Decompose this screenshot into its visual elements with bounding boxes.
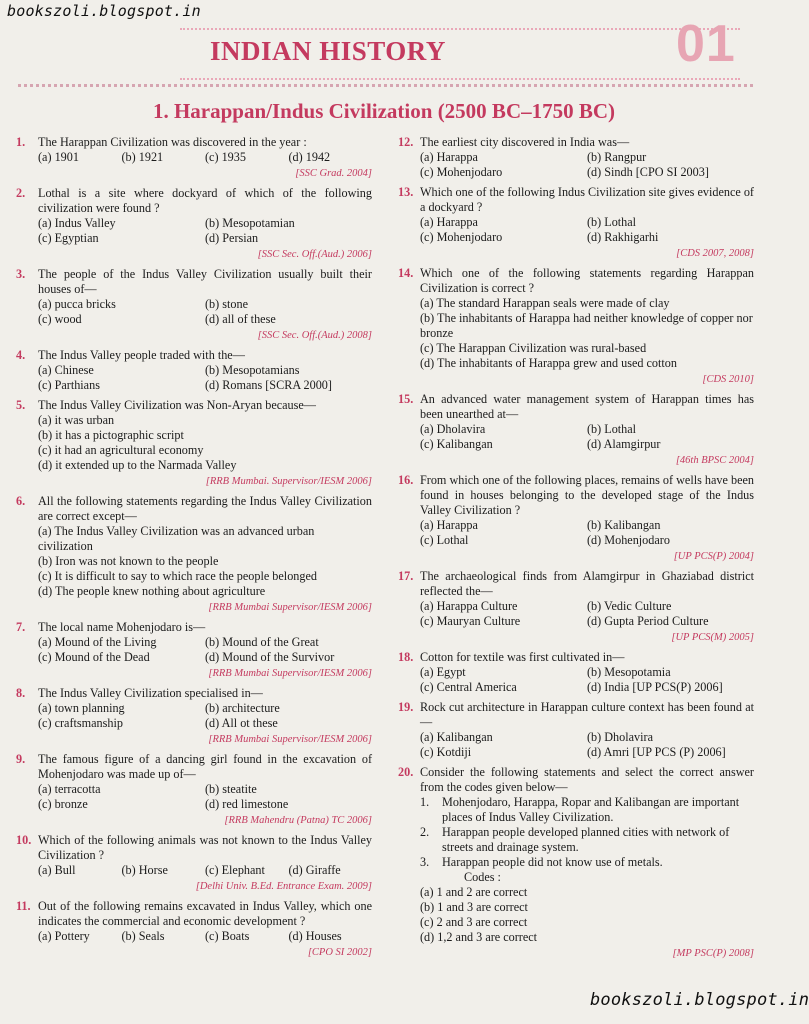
option: (b) Lothal: [587, 215, 637, 229]
question-head: [398, 392, 754, 422]
option: (d) 1942: [288, 150, 331, 164]
option: (b) Dholavira: [587, 730, 653, 744]
option-row: [38, 231, 372, 246]
question-7: [16, 620, 372, 681]
statement-text: Harappan people did not know use of metals.: [442, 855, 663, 869]
exam-source: [SSC Grad. 2004]: [295, 168, 372, 179]
question-18: [398, 650, 754, 695]
question-13: [398, 185, 754, 261]
question-number: 19.: [398, 700, 414, 714]
exam-source: [CDS 2007, 2008]: [676, 248, 754, 259]
option-row: [420, 730, 754, 745]
question-text: All the following statements regarding the Indus Valley Civilization are correct except—: [38, 494, 372, 523]
options: [420, 518, 754, 548]
question-head: [16, 135, 372, 150]
question-number: 16.: [398, 473, 414, 487]
option: (a) Harappa: [420, 518, 478, 532]
option: (b) Lothal: [587, 422, 637, 436]
option-row: [38, 150, 372, 165]
option: (a) 1901: [38, 150, 79, 164]
option: (b) steatite: [205, 782, 257, 796]
options: [38, 363, 372, 393]
codes-label: Codes :: [464, 870, 501, 884]
option: (c) Parthians: [38, 378, 100, 392]
options: [420, 599, 754, 629]
question-text: The famous figure of a dancing girl found in the excavation of Mohenjodaro was made up of—: [38, 752, 372, 781]
option: (b) Rangpur: [587, 150, 647, 164]
option: (a) Mound of the Living: [38, 635, 157, 649]
exam-source: [SSC Sec. Off.(Aud.) 2006]: [257, 249, 372, 260]
options: [38, 782, 372, 812]
exam-source: [46th BPSC 2004]: [675, 455, 754, 466]
option: (d) The inhabitants of Harappa grew and used cotton: [420, 356, 677, 370]
option: (b) stone: [205, 297, 248, 311]
question-text: From which one of the following places, remains of wells have been found in houses belonging to the developed stage of the Indus Valley Civilization ?: [420, 473, 754, 517]
question-12: [398, 135, 754, 180]
statement-number: 2.: [420, 825, 430, 839]
question-text: Cotton for textile was first cultivated in—: [420, 650, 625, 664]
question-text: Consider the following statements and select the correct answer from the codes given below—: [420, 765, 754, 794]
option: (c) Lothal: [420, 533, 469, 547]
option: (d) Giraffe: [288, 863, 341, 877]
statement-text: Mohenjodaro, Harappa, Ropar and Kalibangan are important places of Indus Valley Civilization.: [442, 795, 740, 824]
option: (b) Seals: [121, 929, 165, 943]
options: [38, 413, 372, 473]
option: (c) It is difficult to say to which race the people belonged: [38, 569, 317, 583]
option: (b) The inhabitants of Harappa had neither knowledge of copper nor bronze: [420, 311, 753, 340]
question-8: [16, 686, 372, 747]
question-19: [398, 700, 754, 760]
option-row: [38, 363, 372, 378]
option-row: [38, 929, 372, 944]
question-number: 3.: [16, 267, 26, 281]
option-row: [420, 215, 754, 230]
option: (d) All ot these: [205, 716, 278, 730]
options: [420, 885, 754, 945]
question-text: Out of the following remains excavated in Indus Valley, which one indicates the commercial and economic development ?: [38, 899, 372, 928]
header-divider: [18, 84, 753, 87]
option: (c) Mohenjodaro: [420, 165, 503, 179]
question-14: [398, 266, 754, 387]
question-head: [398, 650, 754, 665]
options: [420, 665, 754, 695]
exam-source: [MP PSC(P) 2008]: [672, 948, 754, 959]
option: (a) Indus Valley: [38, 216, 116, 230]
question-15: [398, 392, 754, 468]
question-11: [16, 899, 372, 960]
option-row: [38, 297, 372, 312]
option: (b) Iron was not known to the people: [38, 554, 219, 568]
question-number: 20.: [398, 765, 414, 779]
question-head: [398, 700, 754, 730]
options: [38, 150, 372, 165]
option: (c) Mauryan Culture: [420, 614, 521, 628]
option: (d) red limestone: [205, 797, 289, 811]
option: (d) Mound of the Survivor: [205, 650, 335, 664]
exam-source: [RRB Mumbai Supervisor/IESM 2006]: [208, 602, 372, 613]
statement: [420, 825, 754, 855]
question-20: [398, 765, 754, 961]
option: (a) Egypt: [420, 665, 466, 679]
option: (b) Mesopotamians: [205, 363, 300, 377]
question-head: [398, 473, 754, 518]
question-number: 13.: [398, 185, 414, 199]
option: (a) Pottery: [38, 929, 90, 943]
question-text: The archaeological finds from Alamgirpur in Ghaziabad district reflected the—: [420, 569, 754, 598]
option: (c) it had an agricultural economy: [38, 443, 204, 457]
option-row: [38, 701, 372, 716]
question-text: The Indus Valley people traded with the—: [38, 348, 245, 362]
option-row: [38, 216, 372, 231]
option-row: [420, 230, 754, 245]
page-title: INDIAN HISTORY: [210, 36, 446, 66]
question-head: [16, 186, 372, 216]
option-row: [38, 863, 372, 878]
exam-source: [RRB Mahendru (Patna) TC 2006]: [224, 815, 372, 826]
question-5: [16, 398, 372, 489]
option: (b) Kalibangan: [587, 518, 661, 532]
statement-number: 1.: [420, 795, 430, 809]
options: [38, 216, 372, 246]
question-head: [16, 348, 372, 363]
question-text: Which one of the following statements regarding Harappan Civilization is correct ?: [420, 266, 754, 295]
option-row: [38, 635, 372, 650]
exam-source: [Delhi Univ. B.Ed. Entrance Exam. 2009]: [195, 881, 372, 892]
option: (a) Dholavira: [420, 422, 486, 436]
option: (a) Harappa: [420, 215, 478, 229]
options: [38, 863, 372, 878]
option: (a) Bull: [38, 863, 76, 877]
question-number: 4.: [16, 348, 26, 362]
option: (a) Harappa Culture: [420, 599, 518, 613]
option-row: [420, 422, 754, 437]
question-number: 11.: [16, 899, 31, 913]
option-row: [38, 797, 372, 812]
question-text: Rock cut architecture in Harappan culture context has been found at—: [420, 700, 754, 729]
question-list-right: [398, 135, 754, 760]
option: (d) all of these: [205, 312, 276, 326]
question-number: 5.: [16, 398, 26, 412]
question-number: 18.: [398, 650, 414, 664]
option: (b) architecture: [205, 701, 280, 715]
option: (c) Mound of the Dead: [38, 650, 150, 664]
question-head: [16, 686, 372, 701]
option-row: [420, 614, 754, 629]
options: [420, 422, 754, 452]
option-row: [38, 782, 372, 797]
option: (b) Mesopotamia: [587, 665, 671, 679]
option: (b) 1921: [121, 150, 164, 164]
exam-source: [RRB Mumbai Supervisor/IESM 2006]: [208, 734, 372, 745]
question-number: 1.: [16, 135, 26, 149]
option: (b) Mesopotamian: [205, 216, 295, 230]
question-1: [16, 135, 372, 181]
question-6: [16, 494, 372, 615]
question-number: 7.: [16, 620, 26, 634]
options: [38, 929, 372, 944]
watermark-bottom: bookszoli.blogspot.in: [590, 990, 809, 1010]
exam-source: [RRB Mumbai Supervisor/IESM 2006]: [208, 668, 372, 679]
option: (a) Harappa: [420, 150, 478, 164]
option-row: [38, 650, 372, 665]
statement: [420, 855, 754, 870]
option: (c) Kalibangan: [420, 437, 493, 451]
question-10: [16, 833, 372, 894]
exam-source: [SSC Sec. Off.(Aud.) 2008]: [257, 330, 372, 341]
exam-source: [UP PCS(M) 2005]: [671, 632, 754, 643]
question-head: [16, 899, 372, 929]
option: (d) Houses: [288, 929, 342, 943]
option-row: [420, 518, 754, 533]
option: (d) Persian: [205, 231, 259, 245]
option: (a) Chinese: [38, 363, 94, 377]
option-row: [420, 665, 754, 680]
option: (c) wood: [38, 312, 82, 326]
exam-source: [UP PCS(P) 2004]: [673, 551, 754, 562]
question-number: 8.: [16, 686, 26, 700]
options: [420, 215, 754, 245]
option: (a) pucca bricks: [38, 297, 116, 311]
section-heading: 1. Harappan/Indus Civilization (2500 BC–1750 BC): [152, 99, 616, 123]
options: [420, 296, 754, 371]
question-head: [398, 569, 754, 599]
option: (d) it extended up to the Narmada Valley: [38, 458, 237, 472]
question-number: 10.: [16, 833, 32, 847]
option-row: [420, 150, 754, 165]
option: (d) Gupta Period Culture: [587, 614, 709, 628]
option: (d) Sindh [CPO SI 2003]: [587, 165, 709, 179]
question-head: [16, 752, 372, 782]
option: (b) Mound of the Great: [205, 635, 319, 649]
statement-text: Harappan people developed planned cities with network of streets and drainage system.: [442, 825, 730, 854]
question-text: The Harappan Civilization was discovered in the year :: [38, 135, 307, 149]
question-number: 12.: [398, 135, 414, 149]
option-row: [420, 599, 754, 614]
option-row: [38, 312, 372, 327]
options: [38, 297, 372, 327]
option: (d) India [UP PCS(P) 2006]: [587, 680, 723, 694]
option: (b) Horse: [121, 863, 168, 877]
exam-source: [CDS 2010]: [702, 374, 754, 385]
option: (c) 1935: [205, 150, 246, 164]
option: (d) Romans [SCRA 2000]: [205, 378, 332, 392]
page-header: [0, 0, 768, 100]
option: (c) Kotdiji: [420, 745, 472, 759]
question-head: [398, 135, 754, 150]
option: (c) bronze: [38, 797, 88, 811]
watermark-top: bookszoli.blogspot.in: [7, 2, 201, 20]
question-text: Which one of the following Indus Civilization site gives evidence of a dockyard ?: [420, 185, 754, 214]
option: (a) it was urban: [38, 413, 115, 427]
option: (a) town planning: [38, 701, 125, 715]
option: (d) Mohenjodaro: [587, 533, 670, 547]
question-text: Lothal is a site where dockyard of which of the following civilization were found ?: [38, 186, 372, 215]
question-number: 9.: [16, 752, 26, 766]
chapter-number: 01: [676, 15, 736, 73]
question-3: [16, 267, 372, 343]
option: (d) 1,2 and 3 are correct: [420, 930, 538, 944]
option: (a) terracotta: [38, 782, 101, 796]
exam-source: [RRB Mumbai. Supervisor/IESM 2006]: [205, 476, 372, 487]
options: [420, 730, 754, 760]
option-row: [38, 378, 372, 393]
question-head: [398, 266, 754, 296]
question-number: 14.: [398, 266, 414, 280]
option: (a) The standard Harappan seals were made of clay: [420, 296, 670, 310]
question-text: The Indus Valley Civilization was Non-Aryan because—: [38, 398, 316, 412]
option: (c) 2 and 3 are correct: [420, 915, 528, 929]
question-number: 2.: [16, 186, 26, 200]
option: (a) The Indus Valley Civilization was an advanced urban civilization: [38, 524, 315, 553]
question-16: [398, 473, 754, 564]
option: (c) The Harappan Civilization was rural-based: [420, 341, 647, 355]
option: (b) 1 and 3 are correct: [420, 900, 528, 914]
question-text: The Indus Valley Civilization specialised in—: [38, 686, 263, 700]
option-row: [38, 716, 372, 731]
option: (c) Central America: [420, 680, 517, 694]
question-head: [16, 398, 372, 413]
option-row: [420, 437, 754, 452]
options: [38, 635, 372, 665]
option-row: [420, 165, 754, 180]
option: (c) craftsmanship: [38, 716, 123, 730]
question-9: [16, 752, 372, 828]
option: (a) Kalibangan: [420, 730, 493, 744]
question-head: [16, 833, 372, 863]
option-row: [420, 680, 754, 695]
options: [38, 701, 372, 731]
question-head: [16, 620, 372, 635]
option: (c) Boats: [205, 929, 250, 943]
question-text: Which of the following animals was not known to the Indus Valley Civilization ?: [38, 833, 372, 862]
option: (b) Vedic Culture: [587, 599, 672, 613]
question-17: [398, 569, 754, 645]
question-text: The earliest city discovered in India was—: [420, 135, 630, 149]
option: (c) Mohenjodaro: [420, 230, 503, 244]
options: [420, 150, 754, 180]
question-number: 17.: [398, 569, 414, 583]
question-head: [16, 267, 372, 297]
right-column: [398, 135, 754, 966]
question-text: The local name Mohenjodaro is—: [38, 620, 206, 634]
question-2: [16, 186, 372, 262]
option: (d) Amri [UP PCS (P) 2006]: [587, 745, 726, 759]
option: (b) it has a pictographic script: [38, 428, 184, 442]
statement: [420, 795, 754, 825]
question-text: The people of the Indus Valley Civilization usually built their houses of—: [38, 267, 372, 296]
question-head: [398, 185, 754, 215]
question-number: 6.: [16, 494, 26, 508]
option-row: [420, 533, 754, 548]
question-text: An advanced water management system of Harappan times has been unearthed at—: [420, 392, 754, 421]
option: (c) Egyptian: [38, 231, 99, 245]
option: (d) Rakhigarhi: [587, 230, 659, 244]
option: (c) Elephant: [205, 863, 265, 877]
option-row: [420, 745, 754, 760]
option: (a) 1 and 2 are correct: [420, 885, 528, 899]
option: (d) Alamgirpur: [587, 437, 661, 451]
options: [38, 524, 372, 599]
question-head: [16, 494, 372, 524]
question-4: [16, 348, 372, 393]
statement-number: 3.: [420, 855, 430, 869]
exam-source: [CPO SI 2002]: [307, 947, 372, 958]
left-column: [16, 135, 372, 965]
question-number: 15.: [398, 392, 414, 406]
option: (d) The people knew nothing about agriculture: [38, 584, 266, 598]
